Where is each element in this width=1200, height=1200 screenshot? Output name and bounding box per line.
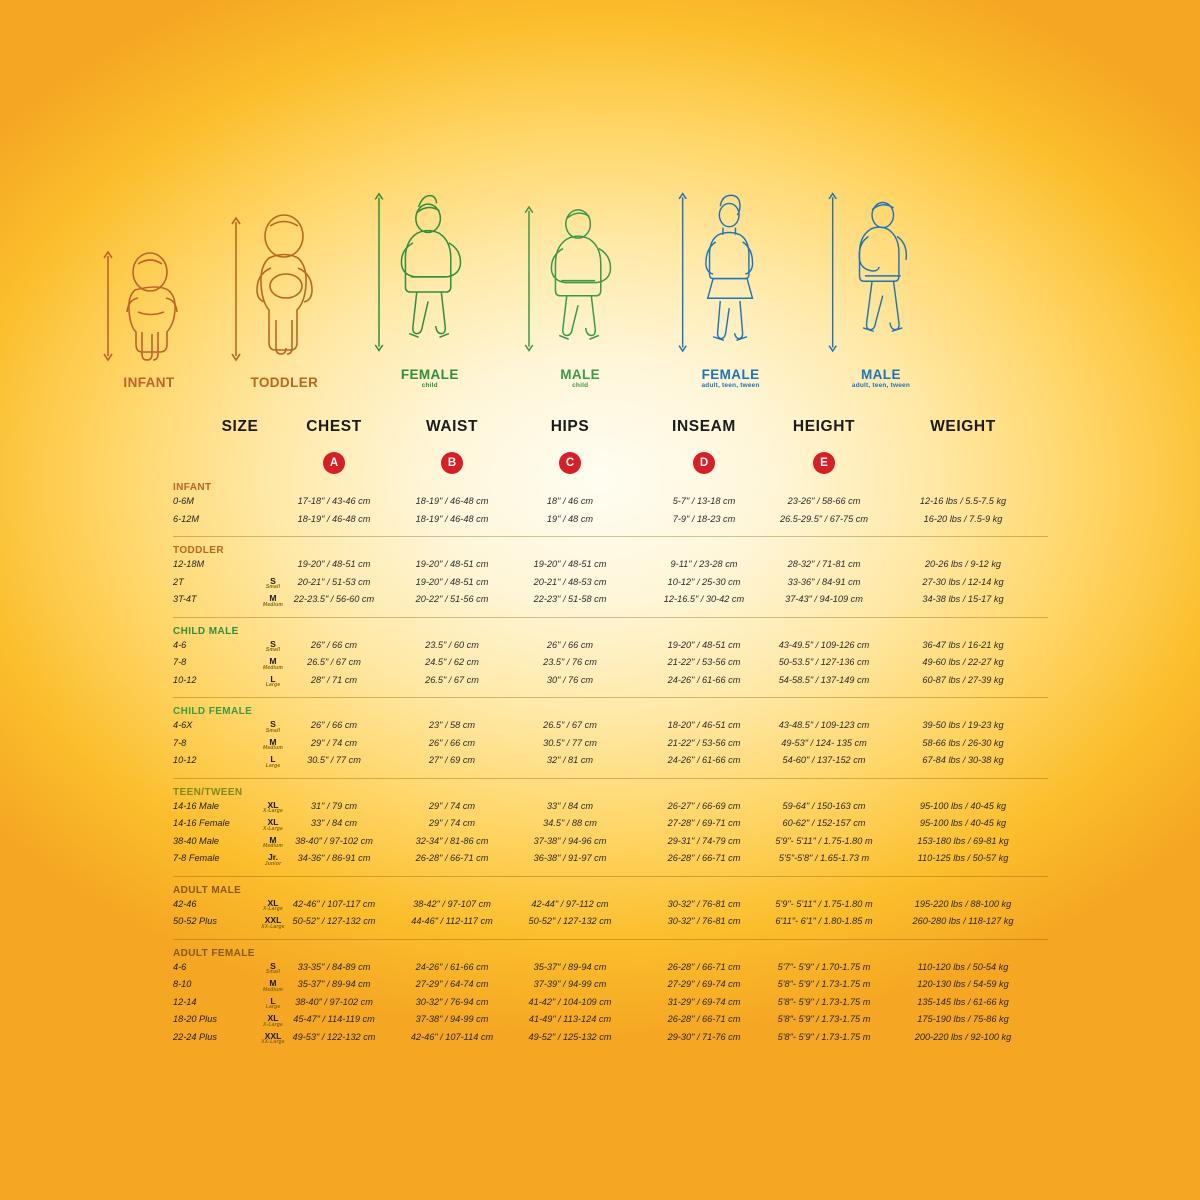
cell-height: 5'5"-5'8" / 1.65-1.73 m [778, 853, 870, 863]
cell-waist: 19-20" / 48-51 cm [415, 576, 489, 587]
cell-chest: 33-35" / 84-89 cm [297, 961, 371, 972]
cell-chest: 26" / 66 cm [310, 639, 358, 650]
cell-waist: 26" / 66 cm [428, 737, 476, 748]
table-row [118, 738, 1048, 756]
cell-chest: 35-37" / 89-94 cm [297, 979, 371, 989]
cell-height: 43-48.5" / 109-123 cm [778, 720, 870, 730]
column-headers [118, 418, 1048, 440]
cell-weight: 195-220 lbs / 88-100 kg [914, 898, 1012, 909]
cell-inseam: 18-20" / 46-51 cm [667, 720, 741, 730]
cell-size: 14-16 Male [173, 800, 219, 811]
cell-hips: 41-42" / 104-109 cm [528, 996, 612, 1007]
group-divider [173, 536, 1048, 537]
figure-male-adult [812, 190, 950, 390]
cell-inseam: 29-30" / 71-76 cm [667, 1031, 741, 1042]
cell-height: 37-43" / 94-109 cm [785, 594, 863, 604]
table-row [118, 1014, 1048, 1032]
cell-size: 12-14 [173, 996, 197, 1007]
cell-height: 54-58.5" / 137-149 cm [778, 674, 870, 685]
group-infant [118, 482, 1048, 537]
cell-inseam: 26-28" / 66-71 cm [667, 853, 741, 863]
cell-size: 7-8 [173, 737, 187, 748]
column-header-size: SIZE [221, 418, 259, 435]
cell-alpha-size: L Large [265, 673, 281, 689]
cell-waist: 38-42" / 97-107 cm [413, 898, 491, 909]
group-title-teen-tween: TEEN/TWEEN [173, 786, 243, 798]
cell-height: 59-64" / 150-163 cm [782, 800, 866, 811]
cell-size: 7-8 [173, 657, 187, 667]
cell-alpha-size: M Medium [262, 656, 284, 671]
cell-weight: 135-145 lbs / 61-66 kg [917, 996, 1009, 1007]
cell-waist: 24-26" / 61-66 cm [415, 961, 489, 972]
cell-chest: 34-36" / 86-91 cm [297, 853, 371, 863]
cell-waist: 20-22" / 51-56 cm [415, 594, 489, 604]
cell-waist: 27" / 69 cm [428, 755, 476, 765]
figure-label-female-child: FEMALE child [400, 367, 459, 390]
cell-chest: 38-40" / 97-102 cm [295, 835, 373, 846]
cell-weight: 175-190 lbs / 75-86 kg [917, 1014, 1009, 1024]
cell-size: 4-6 [173, 961, 187, 972]
cell-hips: 20-21" / 48-53 cm [533, 576, 607, 587]
badge-inseam-d: D [693, 452, 715, 474]
cell-height: 5'8"- 5'9" / 1.73-1.75 m [777, 979, 871, 989]
cell-chest: 38-40" / 97-102 cm [295, 996, 373, 1007]
group-divider [173, 939, 1048, 940]
cell-inseam: 27-28" / 69-71 cm [667, 818, 741, 828]
cell-chest: 19-20" / 48-51 cm [297, 559, 371, 569]
cell-alpha-size: M Medium [262, 978, 284, 993]
cell-height: 6'11"- 6'1" / 1.80-1.85 m [775, 916, 873, 926]
table-row [118, 801, 1048, 819]
cell-hips: 30" / 76 cm [546, 674, 594, 685]
group-teen-tween [118, 787, 1048, 877]
cell-chest: 50-52" / 127-132 cm [292, 916, 376, 926]
column-badges [118, 452, 1048, 478]
cell-weight: 58-66 lbs / 26-30 kg [922, 737, 1004, 748]
badge-chest-a: A [323, 452, 345, 474]
cell-size: 8-10 [173, 979, 192, 989]
cell-waist: 26-28" / 66-71 cm [415, 853, 489, 863]
cell-chest: 29" / 74 cm [310, 737, 358, 748]
cell-alpha-size: XXL XX-Large [261, 1030, 285, 1046]
table-row [118, 720, 1048, 738]
cell-chest: 17-18" / 43-46 cm [297, 496, 371, 506]
cell-size: 14-16 Female [173, 818, 230, 828]
cell-height: 50-53.5" / 127-136 cm [778, 657, 870, 667]
table-row [118, 1032, 1048, 1050]
male-adult-illustration [817, 190, 945, 360]
table-row [118, 675, 1048, 693]
cell-waist: 23" / 58 cm [428, 720, 476, 730]
cell-chest: 45-47" / 114-119 cm [293, 1014, 375, 1024]
cell-waist: 19-20" / 48-51 cm [415, 559, 489, 569]
cell-alpha-size: XL X-Large [262, 1013, 284, 1028]
cell-hips: 33" / 84 cm [546, 800, 594, 811]
cell-weight: 110-125 lbs / 50-57 kg [917, 853, 1009, 863]
cell-size: 2T [173, 576, 184, 587]
cell-inseam: 31-29" / 69-74 cm [667, 996, 741, 1007]
figure-label-female-adult: FEMALE adult, teen, tween [701, 367, 760, 390]
size-table [118, 482, 1048, 1049]
cell-inseam: 21-22" / 53-56 cm [667, 737, 741, 748]
cell-weight: 120-130 lbs / 54-59 kg [917, 979, 1009, 989]
cell-waist: 18-19" / 46-48 cm [415, 513, 489, 524]
cell-hips: 42-44" / 97-112 cm [531, 898, 609, 909]
cell-height: 26.5-29.5" / 67-75 cm [779, 513, 869, 524]
cell-chest: 30.5" / 77 cm [307, 755, 361, 765]
group-adult-female [118, 948, 1048, 1050]
cell-weight: 110-120 lbs / 50-54 kg [917, 961, 1009, 972]
cell-inseam: 5-7" / 13-18 cm [672, 496, 736, 506]
column-header-weight: WEIGHT [930, 418, 996, 435]
cell-waist: 29" / 74 cm [428, 818, 476, 828]
cell-height: 5'7"- 5'9" / 1.70-1.75 m [777, 961, 871, 972]
cell-height: 60-62" / 152-157 cm [782, 818, 866, 828]
figure-female-adult [662, 190, 800, 390]
cell-waist: 18-19" / 46-48 cm [415, 496, 489, 506]
cell-waist: 27-29" / 64-74 cm [415, 979, 489, 989]
cell-inseam: 24-26" / 61-66 cm [667, 674, 741, 685]
group-title-child-female: CHILD FEMALE [173, 706, 253, 717]
cell-weight: 20-26 lbs / 9-12 kg [924, 559, 1002, 569]
cell-chest: 20-21" / 51-53 cm [297, 576, 371, 587]
cell-alpha-size: S Small [265, 638, 281, 654]
toddler-illustration [224, 208, 344, 368]
cell-hips: 32" / 81 cm [546, 755, 594, 765]
group-title-toddler: TODDLER [173, 545, 224, 556]
cell-inseam: 12-16.5" / 30-42 cm [663, 594, 745, 604]
cell-hips: 19" / 48 cm [546, 513, 594, 524]
cell-height: 49-53" / 124- 135 cm [781, 737, 867, 748]
cell-size: 38-40 Male [173, 835, 219, 846]
cell-size: 6-12M [173, 513, 200, 524]
column-header-height: HEIGHT [792, 418, 856, 435]
cell-hips: 22-23" / 51-58 cm [533, 594, 607, 604]
cell-height: 23-26" / 58-66 cm [787, 496, 861, 506]
cell-alpha-size: XL X-Large [262, 817, 284, 832]
cell-alpha-size: Jr. Junior [264, 852, 282, 867]
cell-weight: 153-180 lbs / 69-81 kg [917, 835, 1009, 846]
cell-chest: 28" / 71 cm [310, 674, 358, 685]
cell-size: 22-24 Plus [173, 1031, 217, 1042]
cell-hips: 36-38" / 91-97 cm [533, 853, 607, 863]
cell-weight: 60-87 lbs / 27-39 kg [922, 674, 1004, 685]
group-adult-male [118, 885, 1048, 940]
group-title-child-male: CHILD MALE [173, 625, 239, 637]
cell-waist: 29" / 74 cm [428, 800, 476, 811]
figure-toddler [220, 190, 348, 390]
group-title-adult-female: ADULT FEMALE [173, 947, 255, 959]
cell-waist: 26.5" / 67 cm [425, 674, 479, 685]
cell-hips: 18" / 46 cm [546, 496, 594, 506]
cell-hips: 26.5" / 67 cm [543, 720, 597, 730]
cell-alpha-size: L Large [265, 995, 281, 1011]
cell-weight: 49-60 lbs / 22-27 kg [922, 657, 1004, 667]
infant-illustration [94, 228, 204, 368]
figure-label-infant: INFANT [123, 374, 175, 390]
table-row [118, 755, 1048, 773]
column-header-hips: HIPS [550, 418, 590, 435]
cell-height: 5'8"- 5'9" / 1.73-1.75 m [777, 1014, 871, 1024]
cell-size: 18-20 Plus [173, 1014, 217, 1024]
cell-alpha-size: XL X-Large [262, 897, 284, 913]
table-row [118, 640, 1048, 658]
cell-size: 4-6 [173, 639, 187, 650]
cell-chest: 26.5" / 67 cm [307, 657, 361, 667]
table-row [118, 836, 1048, 854]
cell-alpha-size: L Large [265, 754, 281, 769]
figure-label-male-child: MALE child [560, 367, 601, 390]
cell-hips: 34.5" / 88 cm [543, 818, 597, 828]
table-row [118, 853, 1048, 871]
group-divider [173, 778, 1048, 779]
cell-alpha-size: S Small [265, 719, 281, 734]
cell-chest: 26" / 66 cm [310, 720, 358, 730]
cell-alpha-size: XXL XX-Large [261, 915, 285, 930]
cell-hips: 35-37" / 89-94 cm [533, 961, 607, 972]
cell-weight: 36-47 lbs / 16-21 kg [922, 639, 1004, 650]
cell-inseam: 19-20" / 48-51 cm [667, 639, 741, 650]
figure-label-male-adult: MALE adult, teen, tween [851, 367, 911, 390]
female-adult-illustration [667, 190, 795, 360]
cell-weight: 95-100 lbs / 40-45 kg [919, 818, 1007, 828]
table-row [118, 559, 1048, 577]
female-child-illustration [366, 190, 494, 360]
table-row [118, 577, 1048, 595]
cell-hips: 30.5" / 77 cm [543, 737, 597, 748]
cell-chest: 42-46" / 107-117 cm [292, 898, 376, 909]
cell-waist: 42-46" / 107-114 cm [410, 1031, 494, 1042]
cell-inseam: 30-32" / 76-81 cm [667, 916, 741, 926]
cell-size: 12-18M [173, 559, 205, 569]
figure-female-child [361, 190, 499, 390]
column-header-chest: CHEST [306, 418, 362, 435]
cell-inseam: 26-28" / 66-71 cm [667, 961, 741, 972]
cell-height: 5'9"- 5'11" / 1.75-1.80 m [775, 835, 873, 846]
badge-height-e: E [813, 452, 835, 474]
cell-height: 54-60" / 137-152 cm [782, 755, 866, 765]
cell-height: 5'8"- 5'9" / 1.73-1.75 m [777, 1031, 871, 1042]
figure-infant [90, 190, 208, 390]
cell-size: 10-12 [173, 674, 197, 685]
cell-waist: 24.5" / 62 cm [425, 657, 479, 667]
table-row [118, 594, 1048, 612]
table-row [118, 514, 1048, 532]
table-row [118, 899, 1048, 917]
group-title-infant: INFANT [173, 482, 212, 493]
cell-size: 42-46 [173, 898, 197, 909]
cell-chest: 31" / 79 cm [310, 800, 358, 811]
cell-hips: 37-38" / 94-96 cm [533, 835, 607, 846]
cell-weight: 16-20 lbs / 7.5-9 kg [923, 513, 1003, 524]
cell-weight: 27-30 lbs / 12-14 kg [922, 576, 1004, 587]
cell-inseam: 26-28" / 66-71 cm [667, 1014, 741, 1024]
group-divider [173, 697, 1048, 698]
table-row [118, 657, 1048, 675]
cell-alpha-size: M Medium [262, 593, 284, 608]
cell-alpha-size: S Small [265, 575, 281, 591]
table-row [118, 997, 1048, 1015]
cell-size: 10-12 [173, 755, 197, 765]
table-row [118, 962, 1048, 980]
cell-weight: 12-16 lbs / 5.5-7.5 kg [919, 496, 1007, 506]
badge-hips-c: C [559, 452, 581, 474]
cell-waist: 30-32" / 76-94 cm [415, 996, 489, 1007]
cell-inseam: 27-29" / 69-74 cm [667, 979, 741, 989]
cell-inseam: 30-32" / 76-81 cm [667, 898, 741, 909]
cell-size: 0-6M [173, 496, 194, 506]
cell-height: 43-49.5" / 109-126 cm [778, 639, 870, 650]
cell-size: 50-52 Plus [173, 916, 217, 926]
figure-label-toddler: TODDLER [250, 374, 319, 390]
cell-alpha-size: S Small [265, 960, 281, 976]
cell-inseam: 9-11" / 23-28 cm [670, 559, 738, 569]
cell-hips: 49-52" / 125-132 cm [528, 1031, 612, 1042]
cell-hips: 50-52" / 127-132 cm [528, 916, 612, 926]
cell-inseam: 21-22" / 53-56 cm [667, 657, 741, 667]
cell-inseam: 24-26" / 61-66 cm [667, 755, 741, 765]
cell-waist: 37-38" / 94-99 cm [415, 1014, 489, 1024]
cell-waist: 23.5" / 60 cm [425, 639, 479, 650]
group-title-adult-male: ADULT MALE [173, 884, 242, 896]
cell-weight: 95-100 lbs / 40-45 kg [919, 800, 1007, 811]
table-row [118, 979, 1048, 997]
cell-weight: 260-280 lbs / 118-127 kg [912, 916, 1014, 926]
cell-alpha-size: M Medium [262, 834, 284, 850]
group-divider [173, 876, 1048, 877]
cell-hips: 23.5" / 76 cm [543, 657, 597, 667]
column-header-waist: WAIST [425, 418, 479, 435]
cell-hips: 26" / 66 cm [546, 639, 594, 650]
cell-inseam: 10-12" / 25-30 cm [667, 576, 741, 587]
cell-inseam: 29-31" / 74-79 cm [667, 835, 741, 846]
group-child-female [118, 706, 1048, 779]
cell-inseam: 26-27" / 66-69 cm [667, 800, 741, 811]
cell-height: 28-32" / 71-81 cm [787, 559, 861, 569]
cell-hips: 37-39" / 94-99 cm [533, 979, 607, 989]
cell-inseam: 7-9" / 18-23 cm [672, 513, 736, 524]
group-divider [173, 617, 1048, 618]
group-toddler [118, 545, 1048, 618]
figure-male-child [511, 190, 649, 390]
cell-hips: 41-49" / 113-124 cm [528, 1014, 612, 1024]
cell-weight: 200-220 lbs / 92-100 kg [914, 1031, 1012, 1042]
cell-waist: 44-46" / 112-117 cm [411, 916, 493, 926]
column-header-inseam: INSEAM [672, 418, 736, 435]
badge-waist-b: B [441, 452, 463, 474]
cell-alpha-size: XL X-Large [262, 799, 284, 815]
cell-height: 5'8"- 5'9" / 1.73-1.75 m [777, 996, 871, 1007]
cell-chest: 22-23.5" / 56-60 cm [293, 594, 375, 604]
table-row [118, 916, 1048, 934]
cell-hips: 19-20" / 48-51 cm [533, 559, 607, 569]
cell-alpha-size: M Medium [262, 736, 284, 752]
group-child-male [118, 626, 1048, 699]
cell-height: 33-36" / 84-91 cm [787, 576, 861, 587]
table-row [118, 818, 1048, 836]
cell-weight: 39-50 lbs / 19-23 kg [922, 720, 1004, 730]
cell-size: 7-8 Female [173, 853, 220, 863]
figure-legend-row [90, 190, 950, 390]
cell-height: 5'9"- 5'11" / 1.75-1.80 m [775, 898, 873, 909]
cell-weight: 34-38 lbs / 15-17 kg [922, 594, 1004, 604]
cell-size: 3T-4T [173, 594, 197, 604]
cell-weight: 67-84 lbs / 30-38 kg [922, 755, 1004, 765]
cell-chest: 49-53" / 122-132 cm [292, 1031, 376, 1042]
cell-chest: 33" / 84 cm [310, 818, 358, 828]
cell-size: 4-6X [173, 720, 193, 730]
cell-chest: 18-19" / 46-48 cm [297, 513, 371, 524]
male-child-illustration [516, 190, 644, 360]
cell-waist: 32-34" / 81-86 cm [415, 835, 489, 846]
table-row [118, 496, 1048, 514]
